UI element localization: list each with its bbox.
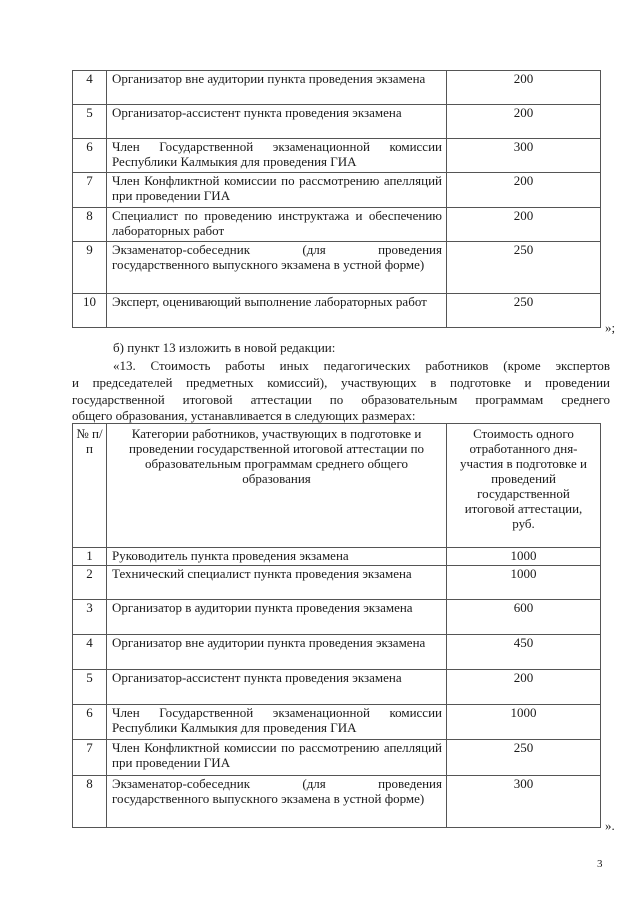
row-category: Организатор вне аудитории пункта проведения экзамена xyxy=(107,635,447,670)
paragraph-13-line: и председателей предметных комиссий), участвующих в подготовке и проведении xyxy=(72,375,610,390)
table-row xyxy=(73,105,601,139)
row-number: 6 xyxy=(73,705,107,740)
row-value: 250 xyxy=(447,740,601,776)
row-value: 200 xyxy=(447,670,601,705)
rates-table-continued xyxy=(72,70,601,328)
row-number: 2 xyxy=(73,566,107,600)
table-row xyxy=(73,566,601,600)
table-row xyxy=(73,208,601,242)
row-value: 250 xyxy=(447,294,601,328)
rates-table xyxy=(72,423,601,828)
row-value: 1000 xyxy=(447,566,601,600)
table-header-row xyxy=(73,424,601,548)
table-row xyxy=(73,600,601,635)
row-category: Эксперт, оценивающий выполнение лабораторных работ xyxy=(107,294,447,328)
paragraph-13-line: общего образования, устанавливается в следующих размерах: xyxy=(72,408,416,423)
table-row xyxy=(73,173,601,208)
table-row xyxy=(73,740,601,776)
row-category: Член Государственной экзаменационной комиссии Республики Калмыкия для проведения ГИА xyxy=(107,705,447,740)
row-category: Организатор вне аудитории пункта проведения экзамена xyxy=(107,71,447,105)
row-value: 300 xyxy=(447,139,601,173)
row-value: 300 xyxy=(447,776,601,828)
header-number: № п/п xyxy=(73,424,107,548)
row-number: 5 xyxy=(73,670,107,705)
row-value: 600 xyxy=(447,600,601,635)
row-category: Член Конфликтной комиссии по рассмотрению апелляций при проведении ГИА xyxy=(107,740,447,776)
row-category: Экзаменатор-собеседник (для проведения государственного выпускного экзамена в устной форме) xyxy=(107,242,447,294)
row-value: 200 xyxy=(447,208,601,242)
table-row xyxy=(73,635,601,670)
table-row xyxy=(73,705,601,740)
row-category: Руководитель пункта проведения экзамена xyxy=(107,548,447,566)
closing-quote: ». xyxy=(605,818,615,833)
row-value: 1000 xyxy=(447,705,601,740)
row-number: 6 xyxy=(73,139,107,173)
row-value: 200 xyxy=(447,71,601,105)
row-category: Организатор в аудитории пункта проведения экзамена xyxy=(107,600,447,635)
table-row xyxy=(73,139,601,173)
table-row xyxy=(73,242,601,294)
row-number: 9 xyxy=(73,242,107,294)
row-category: Экзаменатор-собеседник (для проведения государственного выпускного экзамена в устной форме) xyxy=(107,776,447,828)
header-value: Стоимость одного отработанного дня-участия в подготовке и проведений государственной итоговой аттестации, руб. xyxy=(447,424,601,548)
header-category: Категории работников, участвующих в подготовке и проведении государственной итоговой аттестации по образовательным программам среднего общего образования xyxy=(107,424,447,548)
row-category: Технический специалист пункта проведения экзамена xyxy=(107,566,447,600)
row-category: Специалист по проведению инструктажа и обеспечению лабораторных работ xyxy=(107,208,447,242)
row-number: 1 xyxy=(73,548,107,566)
row-value: 200 xyxy=(447,105,601,139)
row-category: Организатор-ассистент пункта проведения экзамена xyxy=(107,670,447,705)
page-number: 3 xyxy=(597,858,603,870)
row-number: 5 xyxy=(73,105,107,139)
row-category: Член Конфликтной комиссии по рассмотрению апелляций при проведении ГИА xyxy=(107,173,447,208)
table-row xyxy=(73,548,601,566)
table-row xyxy=(73,776,601,828)
row-number: 8 xyxy=(73,776,107,828)
row-number: 8 xyxy=(73,208,107,242)
paragraph-b: б) пункт 13 изложить в новой редакции: xyxy=(113,340,336,355)
row-category: Член Государственной экзаменационной комиссии Республики Калмыкия для проведения ГИА xyxy=(107,139,447,173)
row-category: Организатор-ассистент пункта проведения экзамена xyxy=(107,105,447,139)
row-value: 200 xyxy=(447,173,601,208)
table-row xyxy=(73,294,601,328)
closing-quote: »; xyxy=(605,320,616,335)
row-number: 4 xyxy=(73,635,107,670)
paragraph-13-line: государственной итоговой аттестации по образовательным программам среднего xyxy=(72,392,610,407)
row-number: 10 xyxy=(73,294,107,328)
row-value: 250 xyxy=(447,242,601,294)
row-value: 1000 xyxy=(447,548,601,566)
row-number: 7 xyxy=(73,740,107,776)
table-row xyxy=(73,670,601,705)
table-row xyxy=(73,71,601,105)
row-value: 450 xyxy=(447,635,601,670)
paragraph-13-line: «13. Стоимость работы иных педагогических работников (кроме экспертов xyxy=(113,358,610,373)
row-number: 4 xyxy=(73,71,107,105)
row-number: 3 xyxy=(73,600,107,635)
row-number: 7 xyxy=(73,173,107,208)
